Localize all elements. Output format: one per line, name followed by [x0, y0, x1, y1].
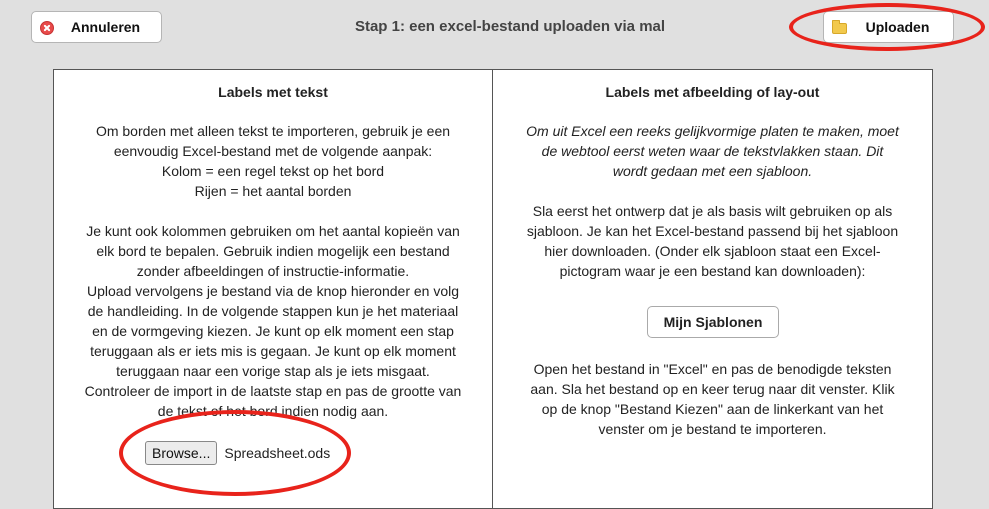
text-line: en de vormgeving kiezen. Je kunt op elk moment een stap: [92, 323, 454, 339]
instructions-panel: [53, 69, 933, 509]
text-labels-heading: Labels met tekst: [218, 84, 328, 100]
top-toolbar: [0, 0, 989, 60]
text-line: eenvoudig Excel-bestand met de volgende aanpak:: [113, 143, 433, 159]
cancel-button[interactable]: [31, 11, 162, 43]
text-line: de handleiding. In de volgende stappen kun je het materiaal: [87, 303, 459, 319]
text-line: teruggaan als er iets mis is gegaan. Je kunt op elk moment: [90, 343, 456, 359]
layout-labels-import-info: [493, 359, 932, 439]
text-line: Controleer de import in de laatste stap en pas de grootte van: [84, 383, 462, 399]
text-line: Open het bestand in "Excel" en pas de benodigde teksten: [533, 361, 892, 377]
text-line: pictogram waar je een bestand kan downloaden):: [559, 263, 866, 279]
text-line: op de knop "Bestand Kiezen" aan de linkerkant van het: [541, 401, 884, 417]
text-line: wordt gedaan met een sjabloon.: [612, 163, 813, 179]
file-picker: [145, 441, 330, 465]
text-line: Je kunt ook kolommen gebruiken om het aantal kopieën van: [86, 223, 460, 239]
text-labels-instructions: [66, 221, 480, 421]
text-line: venster om je bestand te importeren.: [598, 421, 827, 437]
layout-labels-column: [493, 70, 932, 437]
page-title: Stap 1: een excel-bestand uploaden via mal: [354, 18, 666, 35]
text-line: aan. Sla het bestand op en keer terug naar dit venster. Klik: [530, 381, 895, 397]
text-labels-column: [54, 70, 492, 461]
my-templates-button[interactable]: Mijn Sjablonen: [647, 306, 779, 338]
text-line: Kolom = een regel tekst op het bord: [161, 163, 385, 179]
cancel-button-label: Annuleren: [70, 19, 141, 35]
text-line: elk bord te bepalen. Gebruik indien mogelijk een bestand: [96, 243, 450, 259]
text-line: Rijen = het aantal borden: [194, 183, 352, 199]
text-line: de tekst of het bord indien nodig aan.: [157, 403, 389, 419]
upload-button-label: Uploaden: [865, 19, 930, 35]
text-line: de webtool eerst weten waar de tekstvlakken staan. Dit: [541, 143, 884, 159]
cancel-icon: [40, 21, 54, 35]
layout-labels-template-info: [507, 201, 918, 281]
text-line: Om uit Excel een reeks gelijkvormige platen te maken, moet: [526, 123, 899, 139]
folder-icon: [832, 23, 847, 34]
text-line: hier downloaden. (Onder elk sjabloon staat een Excel-: [544, 243, 881, 259]
browse-button[interactable]: Browse...: [145, 441, 217, 465]
text-line: sjabloon. Je kan het Excel-bestand passend bij het sjabloon: [526, 223, 899, 239]
text-line: Om borden met alleen tekst te importeren, gebruik je een: [95, 123, 451, 139]
layout-labels-heading: Labels met afbeelding of lay-out: [605, 84, 820, 100]
layout-labels-intro: [507, 121, 918, 181]
text-line: teruggaan naar een vorige stap als je iets misgaat.: [116, 363, 430, 379]
text-labels-intro: [66, 121, 480, 201]
selected-file-name: Spreadsheet.ods: [224, 445, 331, 461]
text-line: Upload vervolgens je bestand via de knop hieronder en volg: [86, 283, 460, 299]
upload-button[interactable]: [823, 11, 954, 43]
text-line: Sla eerst het ontwerp dat je als basis wilt gebruiken op als: [532, 203, 893, 219]
text-line: zonder afbeeldingen of instructie-informatie.: [136, 263, 410, 279]
